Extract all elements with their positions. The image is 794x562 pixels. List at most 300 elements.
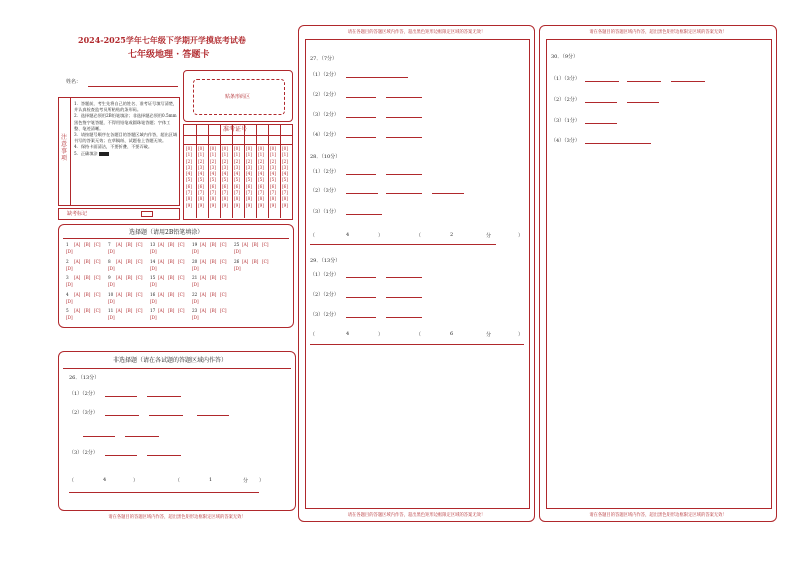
choice-bubble[interactable]: [A] xyxy=(116,242,123,247)
choice-bubble[interactable]: [A] xyxy=(158,275,165,280)
exam-id-bubble[interactable]: [6] xyxy=(246,183,252,189)
choice-bubble[interactable]: [B] xyxy=(210,291,217,297)
q26-part2-answer-4[interactable] xyxy=(83,436,115,437)
choice-number: 26 xyxy=(234,258,240,264)
exam-id-bubble[interactable]: [4] xyxy=(234,171,240,177)
q26-part4-answer[interactable] xyxy=(69,492,259,493)
exam-id-bubble[interactable]: [5] xyxy=(258,177,264,183)
q26-part2-answer-2[interactable] xyxy=(149,415,183,416)
choice-bubble[interactable]: [B] xyxy=(210,242,217,247)
choice-number: 3 xyxy=(66,275,69,280)
choice-number: 21 xyxy=(192,275,198,280)
exam-id-bubble[interactable]: [8] xyxy=(246,196,252,202)
choice-bubble[interactable]: [C] xyxy=(136,275,143,280)
choice-question xyxy=(108,308,146,320)
choice-bubble[interactable]: [B] xyxy=(126,291,133,297)
choice-bubble[interactable]: [A] xyxy=(116,258,123,264)
exam-id-bubble[interactable]: [7] xyxy=(222,190,228,196)
choice-bubble[interactable]: [D] xyxy=(192,315,199,320)
notice-list xyxy=(74,101,178,157)
exam-id-bubble[interactable]: [9] xyxy=(222,202,228,208)
warning-middle-bottom: 请在各题目的答题区域内作答，超出黑色矩形边框限定区域的答案无效！ xyxy=(347,513,486,518)
choice-bubble[interactable]: [C] xyxy=(136,291,143,297)
barcode-area xyxy=(193,79,285,115)
exam-id-bubble[interactable]: [0] xyxy=(210,146,216,151)
choice-number: 1 xyxy=(66,242,69,247)
exam-id-bubble[interactable]: [2] xyxy=(198,158,204,164)
exam-id-bubble[interactable]: [9] xyxy=(234,202,240,208)
exam-id-bubble[interactable]: [5] xyxy=(198,177,204,183)
exam-id-bubble[interactable]: [2] xyxy=(210,158,216,164)
choice-bubble[interactable]: [B] xyxy=(252,258,259,264)
notice-item-1: 1．答题前，考生先将自己的姓名、准考证号填写清楚，并认真检查监考员所粘贴的条形码。 xyxy=(74,101,178,113)
exam-id-bubble[interactable]: [4] xyxy=(246,171,252,177)
choice-question xyxy=(108,242,146,254)
q27-part2-answer-2[interactable] xyxy=(386,97,422,98)
choice-bubble[interactable]: [D] xyxy=(66,282,73,287)
choice-bubble[interactable]: [A] xyxy=(200,258,207,264)
q28-part3-answer[interactable] xyxy=(346,214,382,215)
choice-bubble[interactable]: [D] xyxy=(66,265,73,271)
q29-part1-answer-1[interactable] xyxy=(346,277,376,278)
q28-part3-label: （3）（1分） xyxy=(310,209,339,215)
exam-id-bubble[interactable]: [3] xyxy=(234,164,240,170)
q28-part1-answer-2[interactable] xyxy=(386,174,422,175)
exam-id-bubble[interactable]: [9] xyxy=(282,202,288,208)
q26-title: 26．（13分） xyxy=(69,375,100,381)
exam-id-bubble[interactable]: [6] xyxy=(198,183,204,189)
exam-id-bubble[interactable]: [0] xyxy=(246,146,252,151)
choice-bubble[interactable]: [A] xyxy=(116,308,123,313)
name-field[interactable] xyxy=(88,86,178,87)
exam-id-bubble[interactable]: [7] xyxy=(198,190,204,196)
choice-bubble[interactable]: [C] xyxy=(178,275,185,280)
choice-bubble[interactable]: [B] xyxy=(84,275,91,280)
q28-part2-answer-3[interactable] xyxy=(432,193,464,194)
choice-question xyxy=(192,275,230,287)
choice-question xyxy=(150,308,188,320)
exam-id-bubble[interactable]: [4] xyxy=(210,171,216,177)
choice-number: 20 xyxy=(192,258,198,264)
q28-part4-answer[interactable] xyxy=(310,244,496,245)
choice-number: 23 xyxy=(192,308,198,313)
answer-frame-right xyxy=(546,39,772,509)
choice-bubble[interactable]: [C] xyxy=(94,242,101,247)
choice-number: 17 xyxy=(150,308,156,313)
choice-bubble[interactable]: [A] xyxy=(200,291,207,297)
q27-part3-label: （3）（2分） xyxy=(310,112,339,118)
exam-id-bubble[interactable]: [2] xyxy=(186,158,192,164)
exam-id-bubble[interactable]: [4] xyxy=(282,171,288,177)
q30-part2-answer-1[interactable] xyxy=(585,102,617,103)
q29-part3-answer-1[interactable] xyxy=(346,317,376,318)
q27-part3-answer-2[interactable] xyxy=(386,117,422,118)
exam-id-bubble[interactable]: [9] xyxy=(198,202,204,208)
exam-id-bubble[interactable]: [9] xyxy=(258,202,264,208)
q26-part3-answer-1[interactable] xyxy=(105,455,137,456)
exam-id-bubble[interactable]: [9] xyxy=(270,202,276,208)
nonchoice-section: 非选择题（请在各试题的答题区域内作答） 26．（13分） （1）（2分） （2）（3分） （3）（2分） （ 4 ） （ 1 分 ） xyxy=(58,351,296,511)
q30-part1-answer-3[interactable] xyxy=(671,81,705,82)
absent-row xyxy=(58,208,180,220)
exam-id-bubble[interactable]: [4] xyxy=(258,171,264,177)
choice-bubble[interactable]: [C] xyxy=(220,275,227,280)
choice-bubble[interactable]: [C] xyxy=(136,258,143,264)
exam-id-bubble[interactable]: [6] xyxy=(210,183,216,189)
choice-bubble[interactable]: [D] xyxy=(150,249,157,254)
choice-bubble[interactable]: [B] xyxy=(210,258,217,264)
choice-bubble[interactable]: [A] xyxy=(74,291,81,297)
exam-id-bubble[interactable]: [6] xyxy=(186,183,192,189)
q26-part3-answer-2[interactable] xyxy=(147,455,181,456)
exam-id-bubble[interactable]: [6] xyxy=(282,183,288,189)
q29-part3-answer-2[interactable] xyxy=(386,317,422,318)
choice-number: 4 xyxy=(66,291,69,297)
choice-bubble[interactable]: [B] xyxy=(168,308,175,313)
notice-item-4: 4．保持卡面清洁，不要折叠、不要弄破。 xyxy=(74,144,153,150)
choice-bubble[interactable]: [B] xyxy=(84,258,91,264)
exam-id-bubble[interactable]: [7] xyxy=(246,190,252,196)
q26-part1-answer-2[interactable] xyxy=(147,396,181,397)
q28-part1-label: （1）（2分） xyxy=(310,169,339,175)
q29-part4-answer[interactable] xyxy=(310,344,524,345)
choice-bubble[interactable]: [A] xyxy=(200,275,207,280)
choice-bubble[interactable]: [A] xyxy=(242,242,249,247)
choice-bubble[interactable]: [C] xyxy=(178,242,185,247)
choice-bubble[interactable]: [D] xyxy=(234,265,241,271)
name-label: 姓名： xyxy=(66,79,82,85)
barcode-label: 贴条形码区 xyxy=(225,94,251,100)
exam-id-bubble[interactable]: [8] xyxy=(270,196,276,202)
exam-id-bubble[interactable]: [0] xyxy=(234,146,240,151)
choice-bubble[interactable]: [A] xyxy=(158,291,165,297)
choice-bubble[interactable]: [C] xyxy=(178,258,185,264)
choice-bubble[interactable]: [B] xyxy=(84,291,91,297)
choice-bubble[interactable]: [D] xyxy=(66,298,73,304)
exam-id-bubble[interactable]: [7] xyxy=(258,190,264,196)
choice-question xyxy=(234,242,272,254)
exam-id-bubble[interactable]: [0] xyxy=(258,146,264,151)
exam-id-column xyxy=(221,146,229,209)
choice-number: 2 xyxy=(66,258,69,264)
choice-question xyxy=(108,275,146,287)
exam-id-bubble[interactable]: [2] xyxy=(234,158,240,164)
choice-number: 13 xyxy=(150,242,156,247)
q29-part1-label: （1）（2分） xyxy=(310,272,339,278)
exam-id-bubble[interactable]: [8] xyxy=(282,196,288,202)
choice-bubble[interactable]: [D] xyxy=(192,282,199,287)
q26-part2-answer-3[interactable] xyxy=(197,415,229,416)
exam-id-bubble[interactable]: [7] xyxy=(186,190,192,196)
q29-part1-answer-2[interactable] xyxy=(386,277,422,278)
choice-number: 8 xyxy=(108,258,111,264)
exam-id-bubble[interactable]: [5] xyxy=(282,177,288,183)
choice-question xyxy=(150,259,188,271)
choice-question xyxy=(234,259,272,271)
choice-bubble[interactable]: [D] xyxy=(108,249,115,254)
choice-bubble[interactable]: [B] xyxy=(126,242,133,247)
choice-question xyxy=(66,308,104,320)
choice-bubble[interactable]: [B] xyxy=(84,308,91,313)
exam-id-bubble[interactable]: [1] xyxy=(270,152,276,158)
q29-title: 29．（13分） xyxy=(310,258,341,264)
exam-id-bubble[interactable]: [7] xyxy=(210,190,216,196)
exam-id-bubble[interactable]: [2] xyxy=(222,158,228,164)
q30-part1-answer-1[interactable] xyxy=(585,81,619,82)
choice-bubble[interactable]: [D] xyxy=(234,249,241,254)
choice-bubble[interactable]: [C] xyxy=(220,258,227,264)
choice-bubble[interactable]: [D] xyxy=(192,298,199,304)
choice-bubble[interactable]: [B] xyxy=(168,275,175,280)
exam-id-column xyxy=(257,146,265,209)
answer-frame-middle: 27．（7分） （1）（2分） （2）（2分） （3）（2分） （4）（2分） 28．（10分） （1）（2分） （2）（3分） （3）（1分） （ 4 ） （ 2 分 ） 29．（13分） （1）（2分） （2）（2分） （3）（2分） （ 4 ） （ 6 分 ） xyxy=(305,39,530,509)
choice-question xyxy=(150,292,188,304)
q27-title: 27．（7分） xyxy=(310,56,338,62)
exam-id-bubble[interactable]: [3] xyxy=(186,164,192,170)
exam-id-bubble[interactable]: [8] xyxy=(258,196,264,202)
choice-number: 11 xyxy=(108,308,114,313)
notice-heading: 注意事项 xyxy=(61,134,68,162)
exam-id-column xyxy=(185,146,193,209)
exam-id-bubble[interactable]: [8] xyxy=(186,196,192,202)
choice-bubble[interactable]: [D] xyxy=(150,298,157,304)
choice-bubble[interactable]: [D] xyxy=(108,298,115,304)
exam-id-bubble[interactable]: [0] xyxy=(198,146,204,151)
choice-question xyxy=(150,275,188,287)
exam-id-bubble[interactable]: [5] xyxy=(210,177,216,183)
choice-bubble[interactable]: [D] xyxy=(66,315,73,320)
choice-number: 14 xyxy=(150,258,156,264)
q30-part3-answer[interactable] xyxy=(585,123,617,124)
q30-title: 30．（9分） xyxy=(551,54,579,60)
choice-bubble[interactable]: [C] xyxy=(94,275,101,280)
choice-bubble[interactable]: [A] xyxy=(242,258,249,264)
q27-part2-answer-1[interactable] xyxy=(346,97,376,98)
choice-section xyxy=(58,224,294,328)
exam-id-bubble[interactable]: [2] xyxy=(246,158,252,164)
choice-bubble[interactable]: [A] xyxy=(200,308,207,313)
q29-part2-answer-2[interactable] xyxy=(386,297,422,298)
absent-checkbox[interactable] xyxy=(141,211,153,217)
exam-id-bubble[interactable]: [2] xyxy=(258,158,264,164)
choice-question xyxy=(66,242,104,254)
exam-id-bubble[interactable]: [7] xyxy=(234,190,240,196)
q30-part2-answer-2[interactable] xyxy=(627,102,659,103)
q28-title: 28．（10分） xyxy=(310,154,341,160)
exam-id-bubble[interactable]: [8] xyxy=(210,196,216,202)
choice-bubble[interactable]: [B] xyxy=(168,242,175,247)
choice-bubble[interactable]: [A] xyxy=(74,275,81,280)
choice-bubble[interactable]: [A] xyxy=(116,291,123,297)
exam-id-bubble[interactable]: [1] xyxy=(246,152,252,158)
exam-id-bubble[interactable]: [3] xyxy=(222,164,228,170)
exam-id-column xyxy=(209,146,217,209)
q28-part2-answer-2[interactable] xyxy=(386,193,422,194)
exam-id-bubble[interactable]: [8] xyxy=(222,196,228,202)
choice-bubble[interactable]: [B] xyxy=(84,242,91,247)
q27-part4-answer-1[interactable] xyxy=(346,137,376,138)
q27-part3-answer-1[interactable] xyxy=(346,117,376,118)
exam-id-bubble[interactable]: [9] xyxy=(210,202,216,208)
choice-bubble[interactable]: [D] xyxy=(150,315,157,320)
exam-id-column xyxy=(281,146,289,209)
choice-bubble[interactable]: [D] xyxy=(192,249,199,254)
choice-bubble[interactable]: [A] xyxy=(116,275,123,280)
choice-bubble[interactable]: [A] xyxy=(74,242,81,247)
choice-question xyxy=(66,259,104,271)
choice-number: 9 xyxy=(108,275,111,280)
choice-bubble[interactable]: [C] xyxy=(220,308,227,313)
notice-item-2: 2．选择题必须用2B铅笔填涂；非选择题必须用0.5mm黑色签字笔答题，不得用铅笔或圆珠笔答题；字体工整、笔迹清晰。 xyxy=(74,113,177,131)
choice-bubble[interactable]: [C] xyxy=(178,308,185,313)
exam-id-bubble[interactable]: [0] xyxy=(282,146,288,151)
choice-bubble[interactable]: [A] xyxy=(74,258,81,264)
q26-part1-label: （1）（2分） xyxy=(69,391,98,397)
q29-part2-answer-1[interactable] xyxy=(346,297,376,298)
choice-bubble[interactable]: [D] xyxy=(108,282,115,287)
choice-bubble[interactable]: [B] xyxy=(252,242,259,247)
exam-id-bubble[interactable]: [1] xyxy=(186,152,192,158)
choice-bubble[interactable]: [D] xyxy=(108,315,115,320)
exam-id-bubble[interactable]: [3] xyxy=(210,164,216,170)
exam-id-bubble[interactable]: [4] xyxy=(270,171,276,177)
answer-panel-right xyxy=(539,25,777,522)
choice-number: 16 xyxy=(150,291,156,297)
absent-label: 缺考标记 xyxy=(67,211,88,217)
exam-id-bubble[interactable]: [5] xyxy=(234,177,240,183)
choice-bubble[interactable]: [D] xyxy=(150,265,157,271)
choice-bubble[interactable]: [C] xyxy=(220,242,227,247)
choice-bubble[interactable]: [C] xyxy=(262,242,269,247)
exam-id-bubble[interactable]: [4] xyxy=(186,171,192,177)
warning-right-top: 请在各题目的答题区域内作答，超出黑色矩形边框限定区域的答案无效！ xyxy=(589,30,727,35)
exam-id-bubble[interactable]: [8] xyxy=(234,196,240,202)
exam-id-bubble[interactable]: [0] xyxy=(270,146,276,151)
choice-heading: 选择题（请用2B铅笔填涂） xyxy=(129,229,204,236)
exam-id-bubble[interactable]: [1] xyxy=(222,152,228,158)
exam-id-bubble[interactable]: [3] xyxy=(258,164,264,170)
exam-id-bubble[interactable]: [1] xyxy=(282,152,288,158)
q27-part4-label: （4）（2分） xyxy=(310,132,339,138)
choice-bubble[interactable]: [A] xyxy=(158,258,165,264)
exam-id-bubble[interactable]: [3] xyxy=(282,164,288,170)
exam-id-bubble[interactable]: [2] xyxy=(282,158,288,164)
choice-bubble[interactable]: [A] xyxy=(200,242,207,247)
choice-bubble[interactable]: [A] xyxy=(158,242,165,247)
notice-box xyxy=(58,97,180,206)
exam-id-bubble[interactable]: [1] xyxy=(234,152,240,158)
exam-id-bubble[interactable]: [5] xyxy=(246,177,252,183)
choice-bubble[interactable]: [D] xyxy=(66,249,73,254)
q30-part1-answer-2[interactable] xyxy=(627,81,661,82)
exam-id-grid xyxy=(183,124,293,220)
choice-bubble[interactable]: [A] xyxy=(74,308,81,313)
q28-part1-answer-1[interactable] xyxy=(346,174,376,175)
choice-number: 7 xyxy=(108,242,111,247)
exam-id-bubble[interactable]: [2] xyxy=(270,158,276,164)
choice-question xyxy=(192,308,230,320)
exam-id-bubble[interactable]: [4] xyxy=(198,171,204,177)
choice-question xyxy=(150,242,188,254)
choice-bubble[interactable]: [B] xyxy=(168,291,175,297)
choice-bubble[interactable]: [C] xyxy=(94,308,101,313)
warning-middle-top: 请在各题目的答题区域内作答，超出黑色矩形边框限定区域的答案无效！ xyxy=(347,30,486,35)
exam-id-bubble[interactable]: [5] xyxy=(222,177,228,183)
q26-part2-answer-5[interactable] xyxy=(125,436,159,437)
barcode-frame xyxy=(183,70,293,122)
choice-bubble[interactable]: [B] xyxy=(168,258,175,264)
choice-bubble[interactable]: [D] xyxy=(108,265,115,271)
choice-bubble[interactable]: [C] xyxy=(136,308,143,313)
exam-id-bubble[interactable]: [6] xyxy=(222,183,228,189)
q26-part2-answer-1[interactable] xyxy=(105,415,139,416)
exam-id-bubble[interactable]: [7] xyxy=(282,190,288,196)
choice-number: 25 xyxy=(234,242,240,247)
exam-id-bubble[interactable]: [1] xyxy=(198,152,204,158)
exam-id-bubble[interactable]: [3] xyxy=(270,164,276,170)
notice-item-3: 3．请按题号顺序在各题目的答题区域内作答，超出区域书写的答案无效；在草稿纸、试题卷上答题无效。 xyxy=(74,132,178,144)
q27-part4-answer-2[interactable] xyxy=(386,137,422,138)
choice-bubble[interactable]: [B] xyxy=(126,275,133,280)
choice-bubble[interactable]: [D] xyxy=(192,265,199,271)
exam-id-bubble[interactable]: [9] xyxy=(246,202,252,208)
exam-id-bubble[interactable]: [4] xyxy=(222,171,228,177)
choice-bubble[interactable]: [B] xyxy=(126,308,133,313)
choice-question xyxy=(66,292,104,304)
choice-bubble[interactable]: [C] xyxy=(220,291,227,297)
choice-bubble[interactable]: [B] xyxy=(126,258,133,264)
warning-right-bottom: 请在各题目的答题区域内作答，超出黑色矩形边框限定区域的答案无效！ xyxy=(589,513,727,518)
choice-bubble[interactable]: [B] xyxy=(210,308,217,313)
exam-id-bubble[interactable]: [3] xyxy=(198,164,204,170)
choice-bubble[interactable]: [C] xyxy=(94,258,101,264)
choice-bubble[interactable]: [C] xyxy=(136,242,143,247)
q29-part3-label: （3）（2分） xyxy=(310,312,339,318)
choice-question xyxy=(108,292,146,304)
exam-title: 2024-2025学年七年级下学期开学摸底考试卷 xyxy=(78,35,246,45)
exam-id-bubble[interactable]: [6] xyxy=(270,183,276,189)
choice-bubble[interactable]: [B] xyxy=(210,275,217,280)
q28-part2-answer-1[interactable] xyxy=(346,193,378,194)
exam-id-bubble[interactable]: [9] xyxy=(186,202,192,208)
exam-id-bubble[interactable]: [5] xyxy=(270,177,276,183)
q30-part4-answer[interactable] xyxy=(585,143,651,144)
exam-id-bubble[interactable]: [3] xyxy=(246,164,252,170)
choice-bubble[interactable]: [C] xyxy=(94,291,101,297)
exam-id-bubble[interactable]: [7] xyxy=(270,190,276,196)
exam-id-label: 准考证号 xyxy=(223,126,248,133)
exam-id-bubble[interactable]: [1] xyxy=(210,152,216,158)
exam-id-column xyxy=(269,146,277,209)
choice-bubble[interactable]: [C] xyxy=(178,291,185,297)
exam-id-bubble[interactable]: [8] xyxy=(198,196,204,202)
exam-id-bubble[interactable]: [1] xyxy=(258,152,264,158)
q26-part2-label: （2）（3分） xyxy=(69,410,98,416)
choice-bubble[interactable]: [C] xyxy=(262,258,269,264)
exam-id-bubble[interactable]: [5] xyxy=(186,177,192,183)
q26-part1-answer-1[interactable] xyxy=(105,396,137,397)
choice-bubble[interactable]: [D] xyxy=(150,282,157,287)
q27-part1-answer[interactable] xyxy=(346,77,408,78)
exam-id-bubble[interactable]: [0] xyxy=(222,146,228,151)
filled-bubble-example xyxy=(99,152,109,156)
exam-id-bubble[interactable]: [0] xyxy=(186,146,192,151)
q30-part4-label: （4）（3分） xyxy=(551,138,580,144)
exam-id-bubble[interactable]: [6] xyxy=(258,183,264,189)
answer-panel-middle xyxy=(298,25,535,522)
choice-bubble[interactable]: [A] xyxy=(158,308,165,313)
exam-id-bubble[interactable]: [6] xyxy=(234,183,240,189)
